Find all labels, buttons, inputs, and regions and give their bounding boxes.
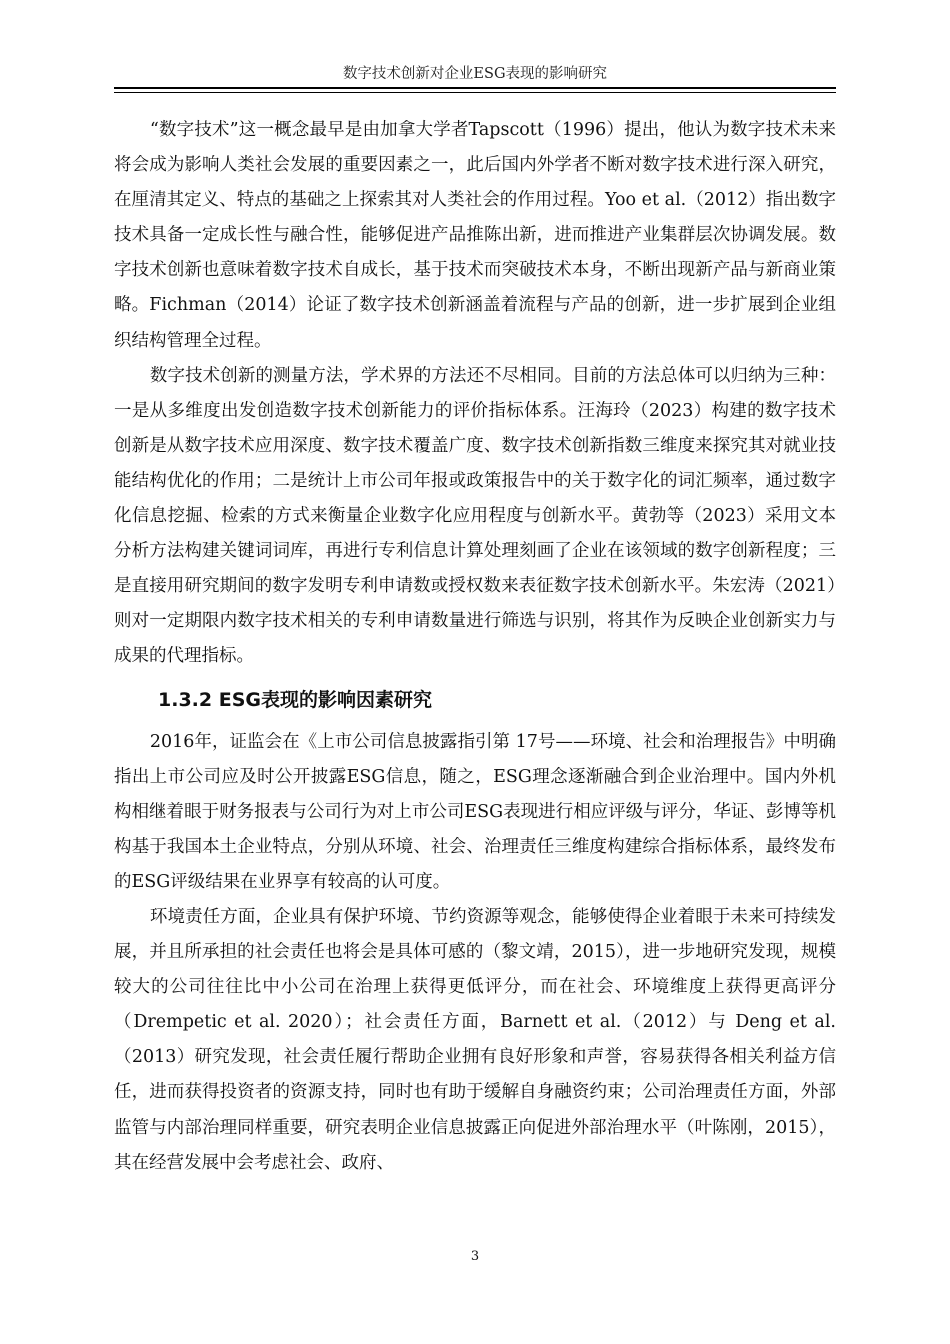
document-body [114, 113, 836, 1181]
page-header-title: 数字技术创新对企业ESG表现的影响研究 [342, 66, 608, 82]
paragraph-measurement-methods: 数字技术创新的测量方法，学术界的方法还不尽相同。目前的方法总体可以归纳为三种：一是从多维度出发创造数字技术创新能力的评价指标体系。汪海玲（2023）构建的数字技术创新是从数字技术应用深度、数字技术覆盖广度、数字技术创新指数三维度来探究其对就业技能结构优化的作用；二是统计上市公司年报或政策报告中的关于数字化的词汇频率，通过数字化信息挖掘、检索的方式来衡量企业数字化应用程度与创新水平。黄勃等（2023）采用文本分析方法构建关键词词库，再进行专利信息计算处理刻画了企业在该领域的数字创新程度；三是直接用研究期间的数字发明专利申请数或授权数来表征数字技术创新水平。朱宏涛（2021）则对一定期限内数字技术相关的专利申请数量进行筛选与识别，将其作为反映企业创新实力与成果的代理指标。 [114, 365, 836, 667]
paragraph-esg-factors: 环境责任方面，企业具有保护环境、节约资源等观念，能够使得企业着眼于未来可持续发展，并且所承担的社会责任也将会是具体可感的（黎文靖，2015），进一步地研究发现，规模较大的公司往往比中小公司在治理上获得更低评分，而在社会、环境维度上获得更高评分（Drempetic et al. 2020）；社会责任方面，Barnett et al.（2012）与 Deng et al.（2013）研究发现，社会责任履行帮助企业拥有良好形象和声誉，容易获得各相关利益方信任，进而获得投资者的资源支持，同时也有助于缓解自身融资约束；公司治理责任方面，外部监管与内部治理同样重要，研究表明企业信息披露正向促进外部治理水平（叶陈刚，2015），其在经营发展中会考虑社会、政府、 [114, 906, 836, 1173]
paragraph-esg-disclosure: 2016年，证监会在《上市公司信息披露指引第 17号——环境、社会和治理报告》中明确指出上市公司应及时公开披露ESG信息，随之，ESG理念逐渐融合到企业治理中。国内外机构相继着眼于财务报表与公司行为对上市公司ESG表现进行相应评级与评分，华证、彭博等机构基于我国本土企业特点，分别从环境、社会、治理责任三维度构建综合指标体系，最终发布的ESG评级结果在业界享有较高的认可度。 [114, 731, 836, 892]
paragraph-digital-technology-concept: “数字技术”这一概念最早是由加拿大学者Tapscott（1996）提出，他认为数字技术未来将会成为影响人类社会发展的重要因素之一，此后国内外学者不断对数字技术进行深入研究，在厘清其定义、特点的基础之上探索其对人类社会的作用过程。Yoo et al.（2012）指出数字技术具备一定成长性与融合性，能够促进产品推陈出新，进而推进产业集群层次协调发展。数字技术创新也意味着数字技术自成长，基于技术而突破技术本身，不断出现新产品与新商业策略。Fichman（2014）论证了数字技术创新涵盖着流程与产品的创新，进一步扩展到企业组织结构管理全过程。 [114, 120, 836, 351]
section-heading: 1.3.2 ESG表现的影响因素研究 [158, 688, 432, 711]
header-divider-thick [114, 87, 836, 89]
header-divider-thin [114, 92, 836, 93]
page-number: 3 [470, 1249, 480, 1264]
